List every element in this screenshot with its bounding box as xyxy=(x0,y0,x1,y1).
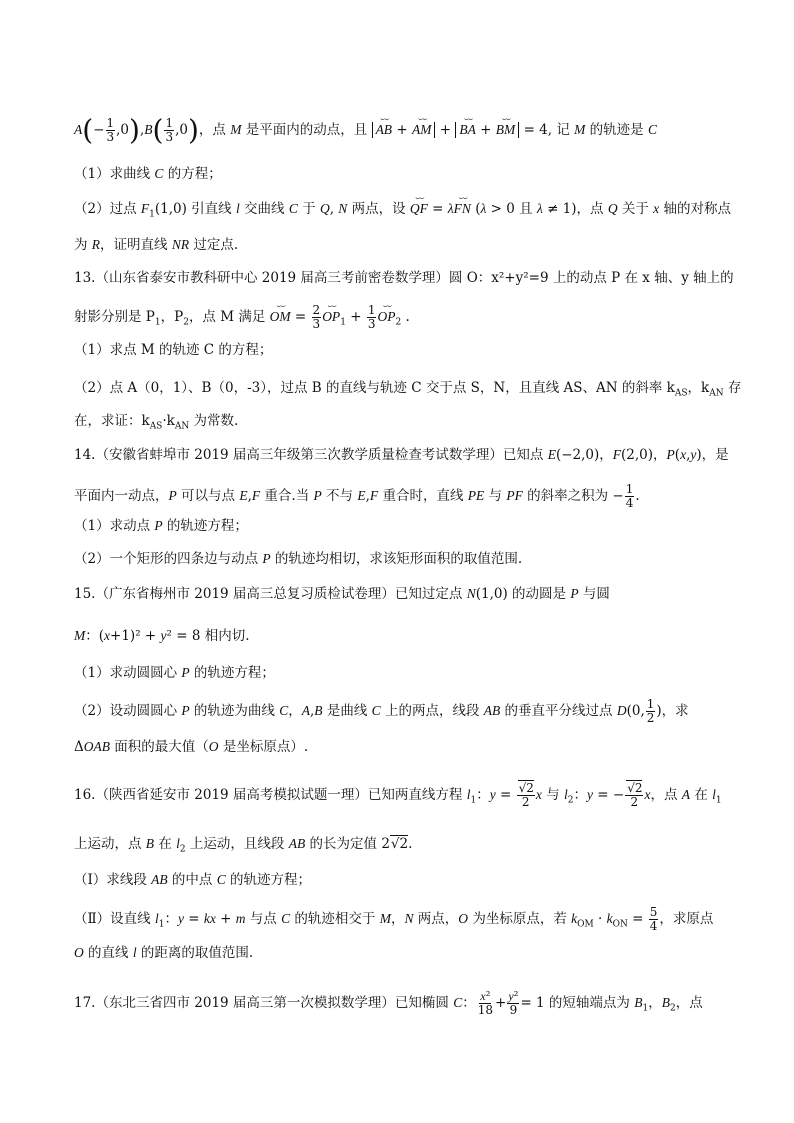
line-5: 13.（山东省泰安市教科研中心 2019 届高三考前密卷数学理）圆 O：x²+y²=9 上的动点 P 在 x 轴、y 轴上的 xyxy=(74,270,734,286)
line-4: 为 R，证明直线 NR 过定点. xyxy=(74,237,239,253)
line-19: 16.（陕西省延安市 2019 届高考模拟试题一理）已知两直线方程 $l_1$：y = $\frac{√2}{2}$ x 与 $l_2$：y = − $\frac{√2}{2}$ x，点 A 在 $l_1$ xyxy=(74,781,722,809)
line-11: 平面内一动点，P 可以与点 E,F 重合.当 P 不与 E,F 重合时，直线 PE 与 PF 的斜率之积为 − $\frac{1}{4}$ . xyxy=(74,482,640,510)
line-12: （1）求动点 P 的轨迹方程； xyxy=(74,518,248,534)
line-1: A(− $\frac{1}{3}$ ,0),B( $\frac{1}{3}$ ,0)，点 M 是平面内的动点，且 ⌣⌣ AB + ⌣⌣ AM + ⌣⌣ BA + ⌣⌣ BM = 4, 记 M 的轨迹是 C xyxy=(74,117,734,144)
line-8: （2）点 A（0，1）、B（0，-3），过点 B 的直线与轨迹 C 交于点 S，N，且直线 AS、AN 的斜率 $k_{AS}$，$k_{AN}$ 存 xyxy=(74,380,742,399)
line-23: O 的直线 l 的距离的取值范围. xyxy=(74,945,254,961)
line-17: （2）设动圆圆心 P 的轨迹为曲线 C，A,B 是曲线 C 上的两点，线段 AB 的垂直平分线过点 D(0, $\frac{1}{2}$ )，求 xyxy=(74,697,689,725)
line-2: （1）求曲线 C 的方程； xyxy=(74,166,222,182)
line-14: 15.（广东省梅州市 2019 届高三总复习质检试卷理）已知过定点 N(1,0) 的动圆是 P 与圆 xyxy=(74,586,610,602)
line-16: （1）求动圆圆心 P 的轨迹方程； xyxy=(74,665,275,681)
line-3: （2）过点 $F_1(1,0)$ 引直线 l 交曲线 C 于 Q, N 两点，设 ⌣⌣ QF = λ⌣⌣ FN (λ > 0 且 λ ≠ 1)，点 Q 关于 x 轴的对称点 xyxy=(74,199,734,219)
line-13: （2）一个矩形的四条边与动点 P 的轨迹均相切，求该矩形面积的取值范围. xyxy=(74,551,523,567)
line-24: 17.（东北三省四市 2019 届高三第一次模拟数学理）已知椭圆 C： $\frac{\text{x²}}{18}$ + $\frac{\text{y²}}{9}$ = 1 的短轴端点为 $B_1$，$B_2$，点 xyxy=(74,989,703,1017)
line-10: 14.（安徽省蚌埠市 2019 届高三年级第三次教学质量检查考试数学理）已知点 E(−2,0)，F(2,0)，P(x,y)，是 xyxy=(74,447,729,463)
line-20: 上运动，点 B 在 $l_2$ 上运动，且线段 AB 的长为定值 2√2. xyxy=(74,836,413,855)
line-6: 射影分别是 $P_1$，$P_2$，点 M 满足 ⌣⌣ OM = $\frac{2}{3}$ ⌣⌣ $OP_1$ + $\frac{1}{3}$ ⌣⌣ $OP_2$ . xyxy=(74,304,734,331)
line-15: M：(x+1)² + y² = 8 相内切. xyxy=(74,628,250,644)
line-22: （Ⅱ）设直线 $l_1$：y = kx + m 与点 C 的轨迹相交于 M，N 两点，O 为坐标原点，若 $k_{OM} \cdot k_{ON}$ = $\frac{5}{4}$ ，求原点 xyxy=(74,905,714,933)
line-21: （Ⅰ）求线段 AB 的中点 C 的轨迹方程； xyxy=(74,872,312,888)
line-18: ΔOAB 面积的最大值（O 是坐标原点）. xyxy=(74,739,309,755)
line-7: （1）求点 M 的轨迹 C 的方程； xyxy=(74,342,273,358)
line-9: 在，求证：$k_{AS}\cdot k_{AN}$ 为常数. xyxy=(74,413,239,432)
